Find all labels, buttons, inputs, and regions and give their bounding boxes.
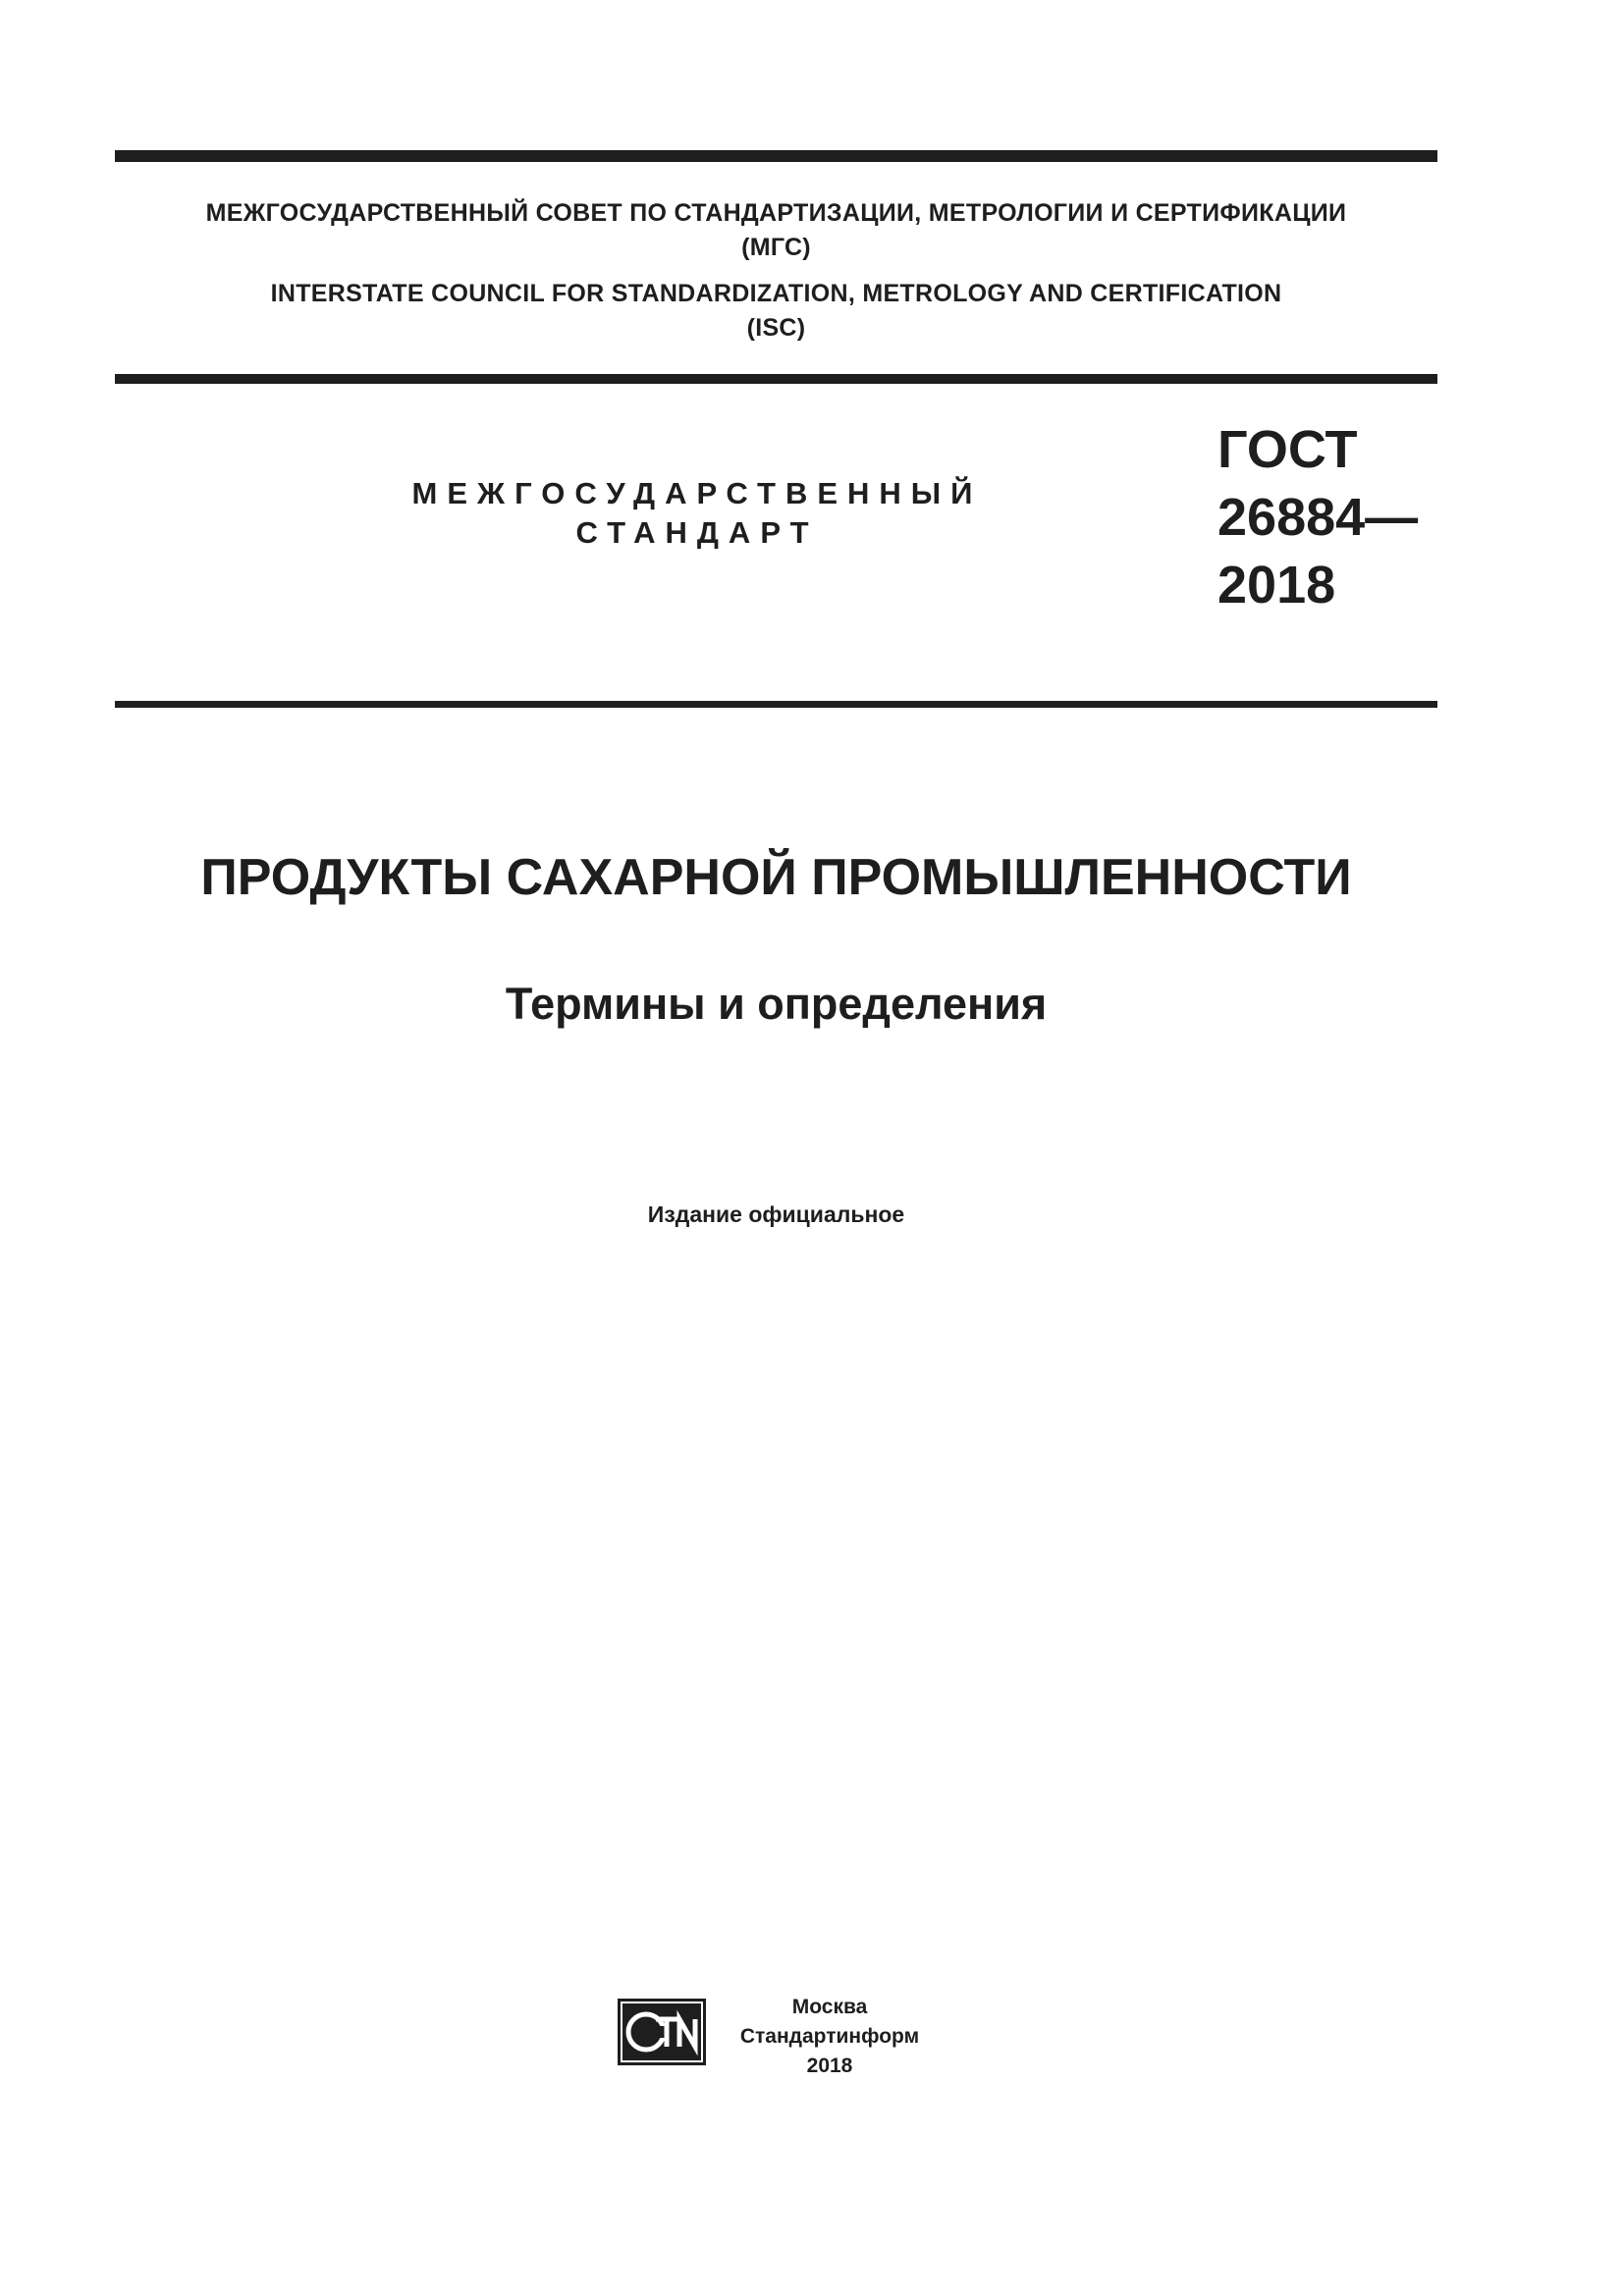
designation-number: 26884— [1217,488,1419,547]
council-en-abbr: (ISC) [746,314,806,342]
council-en-name: INTERSTATE COUNCIL FOR STANDARDIZATION, METROLOGY AND CERTIFICATION [270,280,1282,307]
document-title: ПРОДУКТЫ САХАРНОЙ ПРОМЫШЛЕННОСТИ [200,849,1352,906]
lower-rule [115,701,1437,708]
designation-prefix: ГОСТ [1217,420,1358,479]
council-ru-abbr: (МГС) [741,234,811,261]
standard-kind [373,474,1021,553]
council-ru-name: МЕЖГОСУДАРСТВЕННЫЙ СОВЕТ ПО СТАНДАРТИЗАЦИИ, МЕТРОЛОГИИ И СЕРТИФИКАЦИИ [205,199,1347,227]
council-english [115,277,1437,346]
top-rule [115,150,1437,162]
document-subtitle: Термины и определения [505,979,1048,1029]
council-russian [115,196,1437,265]
middle-rule [115,374,1437,384]
edition-note: Издание официальное [647,1201,905,1227]
standard-designation [1217,416,1418,619]
standartinform-logo-icon [617,1998,707,2066]
designation-year: 2018 [1217,556,1336,614]
publisher-imprint [727,1993,933,2081]
publisher-year: 2018 [806,2055,853,2077]
publisher-name: Стандартинформ [739,2025,920,2048]
standard-kind-line2: СТАНДАРТ [575,515,819,550]
publisher-city: Москва [791,1996,868,2018]
standard-kind-line1: МЕЖГОСУДАРСТВЕННЫЙ [411,476,983,510]
